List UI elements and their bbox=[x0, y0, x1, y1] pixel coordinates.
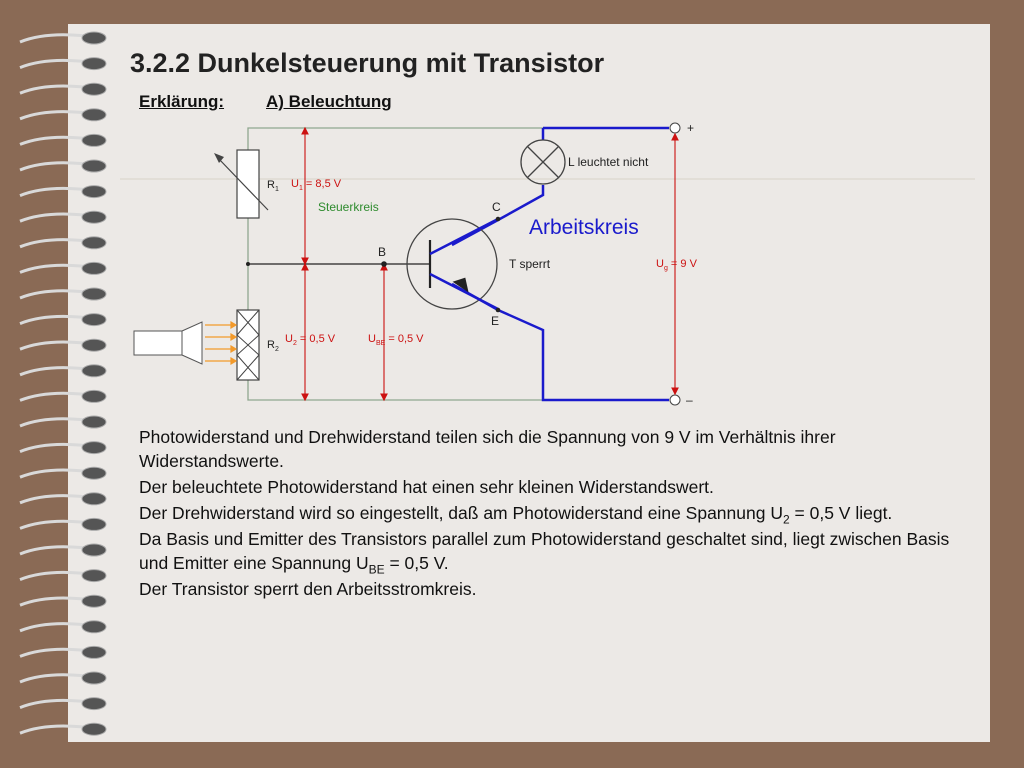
paragraph-2: Der beleuchtete Photowiderstand hat einen sehr kleinen Widerstandswert. bbox=[139, 477, 714, 497]
r2-photoresistor bbox=[237, 310, 259, 380]
lamp-label: L leuchtet nicht bbox=[568, 155, 649, 169]
r1-variable-resistor bbox=[214, 150, 268, 218]
r1-label: $R_1$ bbox=[267, 179, 279, 193]
steuerkreis-label: Steuerkreis bbox=[318, 200, 379, 214]
transistor-label: T sperrt bbox=[509, 257, 551, 271]
slide-title: 3.2.2 Dunkelsteuerung mit Transistor bbox=[130, 48, 605, 78]
junction-dot-left bbox=[246, 262, 250, 266]
e-label: E bbox=[491, 314, 500, 328]
b-label: B bbox=[378, 245, 387, 259]
paragraph-5: Der Transistor sperrt den Arbeitsstromkreis. bbox=[139, 579, 477, 599]
ube-label: $U_{BE} = 0,5$ V bbox=[368, 333, 424, 347]
paragraph-3: Der Drehwiderstand wird so eingestellt, daß am Photowiderstand eine Spannung $U_2 = 0,5$ V liegt. bbox=[139, 503, 893, 527]
terminal-minus bbox=[670, 395, 680, 405]
collector-dot bbox=[496, 217, 501, 222]
emitter-dot bbox=[496, 308, 501, 313]
plus-sign: + bbox=[687, 121, 695, 135]
terminal-plus bbox=[670, 123, 680, 133]
ug-label: $U_g = 9$ V bbox=[656, 258, 697, 272]
minus-sign: – bbox=[686, 393, 693, 407]
header-section: A) Beleuchtung bbox=[266, 92, 392, 111]
paragraph-1: Photowiderstand und Drehwiderstand teilen sich die Spannung von 9 V im Verhältnis ihrer Widerstandswerte. bbox=[139, 427, 836, 471]
c-label: C bbox=[492, 200, 501, 214]
u1-label: $U_1 = 8,5$ V bbox=[291, 178, 342, 192]
r2-label: $R_2$ bbox=[267, 339, 279, 353]
paragraph-4: Da Basis und Emitter des Transistors parallel zum Photowiderstand geschaltet sind, liegt zwischen Basis und Emitter eine Spannung $U_{BE} = 0,5$ V. bbox=[139, 529, 950, 577]
flashlight-icon bbox=[134, 322, 202, 364]
light-rays bbox=[205, 322, 236, 364]
explanation-text bbox=[139, 425, 959, 603]
header-explanation: Erklärung: bbox=[139, 92, 225, 111]
u2-label: $U_2 = 0,5$ V bbox=[285, 333, 336, 347]
arbeitskreis-label: Arbeitskreis bbox=[529, 216, 639, 239]
lamp-symbol bbox=[521, 140, 565, 184]
base-dot bbox=[381, 261, 387, 267]
